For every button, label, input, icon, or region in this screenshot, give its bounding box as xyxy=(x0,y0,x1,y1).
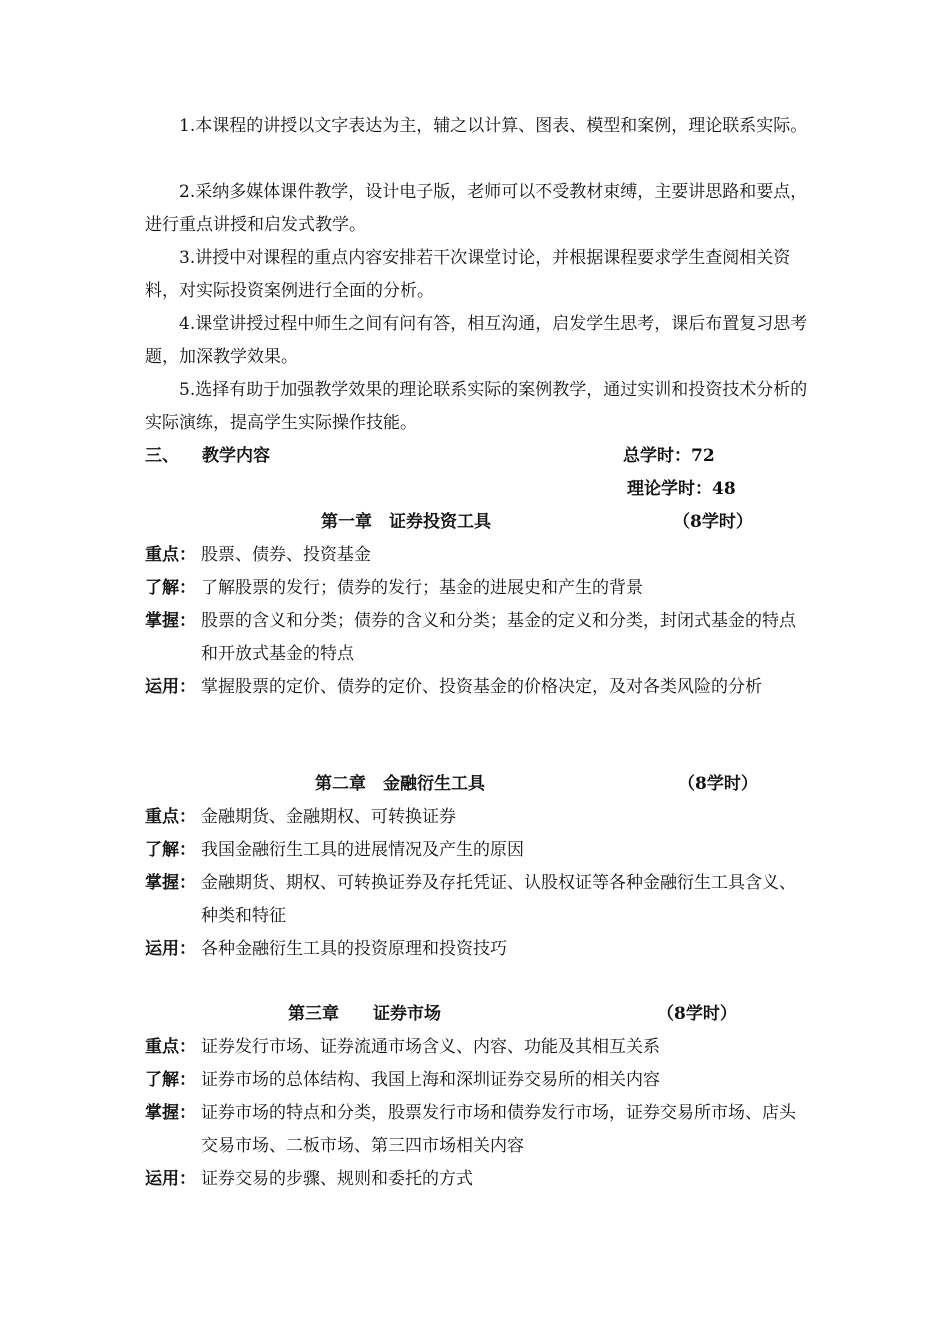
chapter-2-apply xyxy=(145,933,810,966)
chapter-1-heading xyxy=(145,506,810,539)
section-heading xyxy=(145,440,810,473)
chapter-2-title: 第二章 金融衍生工具 xyxy=(315,774,485,794)
teaching-method-paragraph-3: 3.讲授中对课程的重点内容安排若干次课堂讨论，并根据课程要求学生查阅相关资料，对实际投资案例进行全面的分析。 xyxy=(145,248,791,301)
item-label: 运用： xyxy=(145,939,196,959)
item-text: 股票的含义和分类；债券的含义和分类；基金的定义和分类，封闭式基金的特点和开放式基金的特点 xyxy=(201,611,796,664)
item-text: 了解股票的发行；债券的发行；基金的进展史和产生的背景 xyxy=(201,578,643,598)
item-text: 各种金融衍生工具的投资原理和投资技巧 xyxy=(201,939,507,959)
section-title: 教学内容 xyxy=(202,446,270,466)
chapter-1-apply xyxy=(145,671,810,704)
item-label: 了解： xyxy=(145,840,196,860)
item-label: 了解： xyxy=(145,578,196,598)
item-label: 重点： xyxy=(145,1037,196,1057)
chapter-1-master xyxy=(145,605,810,671)
item-label: 运用： xyxy=(145,1169,196,1189)
item-label: 运用： xyxy=(145,677,196,697)
item-label: 掌握： xyxy=(145,873,196,893)
item-text: 我国金融衍生工具的进展情况及产生的原因 xyxy=(201,840,524,860)
chapter-3-understand xyxy=(145,1064,810,1097)
item-text: 金融期货、金融期权、可转换证券 xyxy=(201,807,456,827)
chapter-1-hours: （8学时） xyxy=(673,512,753,532)
section-number: 三、 xyxy=(145,446,179,466)
chapter-2-master xyxy=(145,867,810,933)
item-text: 证券市场的总体结构、我国上海和深圳证券交易所的相关内容 xyxy=(201,1070,660,1090)
chapter-3-master xyxy=(145,1097,810,1163)
item-text: 掌握股票的定价、债券的定价、投资基金的价格决定，及对各类风险的分析 xyxy=(201,677,762,697)
teaching-method-paragraph-5: 5.选择有助于加强教学效果的理论联系实际的案例教学，通过实训和投资技术分析的实际演练，提高学生实际操作技能。 xyxy=(145,380,808,433)
chapter-2-hours: （8学时） xyxy=(678,774,758,794)
chapter-3-heading xyxy=(145,998,810,1031)
chapter-2-key-points xyxy=(145,801,810,834)
item-label: 掌握： xyxy=(145,1103,196,1123)
chapter-3-key-points xyxy=(145,1031,810,1064)
total-hours: 总学时：72 xyxy=(623,446,715,466)
chapter-1-title: 第一章 证券投资工具 xyxy=(321,512,491,532)
teaching-method-paragraph-1: 1.本课程的讲授以文字表达为主，辅之以计算、图表、模型和案例，理论联系实际。 xyxy=(179,116,808,136)
item-text: 证券发行市场、证券流通市场含义、内容、功能及其相互关系 xyxy=(201,1037,660,1057)
theory-hours: 理论学时：48 xyxy=(627,479,736,499)
teaching-method-paragraph-4: 4.课堂讲授过程中师生之间有问有答，相互沟通，启发学生思考，课后布置复习思考题，加深教学效果。 xyxy=(145,314,808,367)
item-text: 证券市场的特点和分类，股票发行市场和债券发行市场，证券交易所市场、店头交易市场、二板市场、第三四市场相关内容 xyxy=(201,1103,796,1156)
item-label: 掌握： xyxy=(145,611,196,631)
teaching-method-paragraph-2: 2.采纳多媒体课件教学，设计电子版，老师可以不受教材束缚，主要讲思路和要点，进行重点讲授和启发式教学。 xyxy=(145,182,808,235)
item-label: 了解： xyxy=(145,1070,196,1090)
chapter-3-title: 第三章 证券市场 xyxy=(288,1004,441,1024)
chapter-2-understand xyxy=(145,834,810,867)
chapter-3-apply xyxy=(145,1163,810,1196)
item-label: 重点： xyxy=(145,545,196,565)
item-text: 证券交易的步骤、规则和委托的方式 xyxy=(201,1169,473,1189)
item-text: 金融期货、期权、可转换证券及存托凭证、认股权证等各种金融衍生工具含义、种类和特征 xyxy=(201,873,796,926)
chapter-1-understand xyxy=(145,572,810,605)
item-text: 股票、债券、投资基金 xyxy=(201,545,371,565)
chapter-1-key-points xyxy=(145,539,810,572)
chapter-2-heading xyxy=(145,768,810,801)
chapter-3-hours: （8学时） xyxy=(657,1004,737,1024)
item-label: 重点： xyxy=(145,807,196,827)
